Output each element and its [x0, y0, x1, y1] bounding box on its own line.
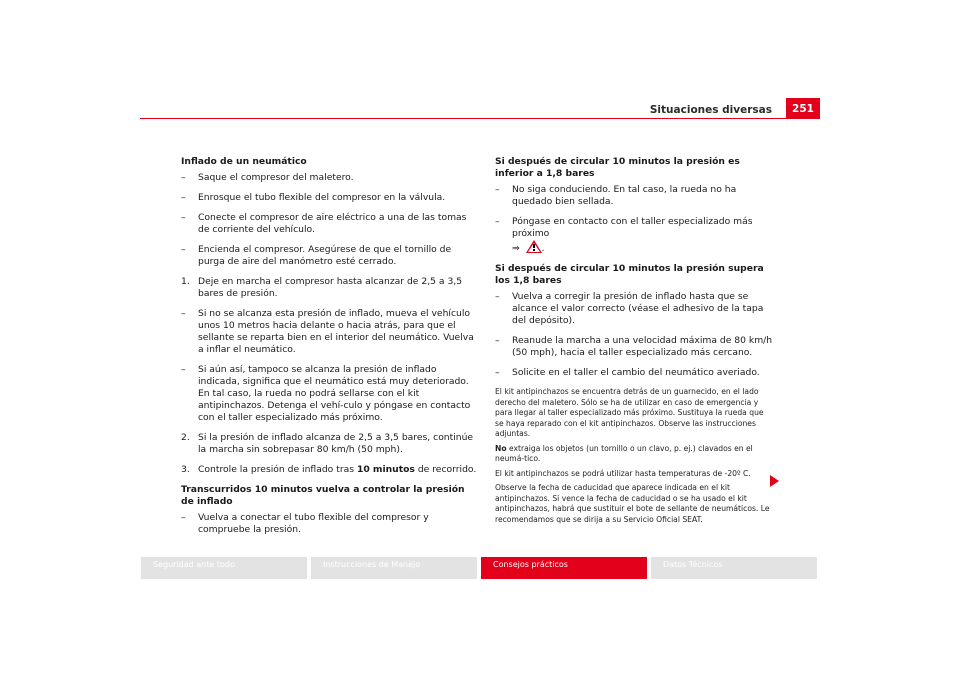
list-item	[181, 364, 477, 424]
section-title: Situaciones diversas	[649, 104, 772, 116]
list-item-text: Si la presión de inflado alcanza de 2,5 a 3,5 bares, continúe la marcha sin sobrepasar 80 km/h (50 mph).	[198, 432, 474, 455]
list-item-text: Si aún así, tampoco se alcanza la presión de inflado indicada, significa que el neumático está muy deteriorado. En tal caso, la rueda no podrá sellarse con el kit antipinchazos. Detenga el vehí-culo y póngase en contacto con el taller especializado más próximo.	[198, 364, 471, 423]
step-3	[181, 464, 477, 476]
note-no-extraiga	[495, 444, 773, 465]
list-marker: –	[181, 512, 186, 523]
list-item-text: Deje en marcha el compresor hasta alcanzar de 2,5 a 3,5 bares de presión.	[198, 276, 463, 299]
list-marker: –	[181, 244, 186, 255]
right-column	[495, 156, 773, 529]
heading-transcurridos: Transcurridos 10 minutos vuelva a controlar la presión de inflado	[181, 484, 465, 507]
list-item	[181, 172, 477, 184]
list-item	[181, 192, 477, 204]
list-marker: 1.	[181, 276, 190, 287]
list-item-text: No siga conduciendo. En tal caso, la rueda no ha quedado bien sellada.	[512, 184, 737, 207]
presion-supera-steps	[495, 291, 773, 379]
list-item-text: Reanude la marcha a una velocidad máxima de 80 km/h (50 mph), hacia el taller especializado más cercano.	[512, 335, 773, 358]
list-marker: –	[181, 192, 186, 203]
list-marker: –	[181, 308, 186, 319]
list-marker: –	[495, 291, 500, 302]
note-lead: No	[495, 443, 507, 453]
note-text: extraiga los objetos (un tornillo o un clavo, p. ej.) clavados en el neumá-tico.	[495, 443, 753, 463]
note-expiry: Observe la fecha de caducidad que aparece indicada en el kit antipinchazos. Si vence la fecha de caducidad o se ha usado el kit antipinchazos, habrá que sustituir el bote de sellante de neumáticos. Le recomendamos que se dirija a su Servicio Oficial SEAT.	[495, 483, 770, 524]
tab-datos-tecnicos[interactable]: Datos Técnicos	[651, 557, 817, 579]
list-item	[181, 244, 477, 268]
warning-triangle-icon[interactable]	[526, 240, 542, 253]
next-page-arrow-icon[interactable]	[770, 475, 779, 487]
list-item-text: Vuelva a corregir la presión de inflado hasta que se alcance el valor correcto (véase el adhesivo de la tapa del depósito).	[512, 291, 764, 326]
list-item-text: Enrosque el tubo flexible del compresor en la válvula.	[198, 192, 446, 203]
list-marker: 2.	[181, 432, 190, 443]
left-column	[181, 156, 477, 544]
tab-instrucciones[interactable]: Instrucciones de Manejo	[311, 557, 477, 579]
step-3-text-pre: Controle la presión de inflado tras	[198, 464, 357, 475]
heading-presion-inferior: Si después de circular 10 minutos la presión es inferior a 1,8 bares	[495, 156, 740, 179]
footer-tabs	[141, 557, 821, 579]
list-item	[495, 291, 773, 327]
list-item-text: Conecte el compresor de aire eléctrico a una de las tomas de corriente del vehículo.	[198, 212, 467, 235]
list-item	[181, 276, 477, 300]
list-item-text: Encienda el compresor. Asegúrese de que el tornillo de purga de aire del manómetro esté cerrado.	[198, 244, 452, 267]
step-3-text-bold: 10 minutos	[356, 464, 415, 475]
list-marker: –	[495, 367, 500, 378]
step-3-text-post: de recorrido.	[414, 464, 477, 475]
list-item-text: Si no se alcanza esta presión de inflado, mueva el vehículo unos 10 metros hacia delante o hacia atrás, para que el sellante se reparta bien en el interior del neumático. Vuelva a inflar el neumático.	[198, 308, 474, 355]
note-temperature: El kit antipinchazos se podrá utilizar hasta temperaturas de -20º C.	[495, 468, 751, 478]
list-marker: –	[495, 184, 500, 195]
list-item-text: Solicite en el taller el cambio del neumático averiado.	[512, 367, 760, 378]
list-item-end: .	[541, 243, 545, 254]
list-item	[181, 308, 477, 356]
list-marker: –	[181, 212, 186, 223]
step-marker: 3.	[181, 464, 190, 475]
list-item	[181, 512, 477, 536]
list-marker: –	[181, 364, 186, 375]
list-item	[495, 335, 773, 359]
heading-inflado: Inflado de un neumático	[181, 156, 307, 167]
list-item-text: Póngase en contacto con el taller especializado más próximo	[512, 216, 753, 239]
list-item	[181, 432, 477, 456]
list-marker: –	[181, 172, 186, 183]
header-rule	[140, 118, 820, 119]
list-item	[495, 367, 773, 379]
reference-arrow: ⇒	[512, 243, 520, 254]
list-item-text: Vuelva a conectar el tubo flexible del compresor y compruebe la presión.	[198, 512, 429, 535]
list-item-text: Saque el compresor del maletero.	[198, 172, 354, 183]
inflado-steps	[181, 172, 477, 456]
list-item	[495, 184, 773, 208]
list-marker: –	[495, 216, 500, 227]
transcurridos-steps	[181, 512, 477, 536]
note-kit-location: El kit antipinchazos se encuentra detrás de un guarnecido, en el lado derecho del maletero. Sólo se ha de utilizar en caso de emergencia y para llegar al taller especializado más próximo. Sustituya la rueda que se haya reparado con el kit antipinchazos. Observe las instrucciones adjuntas.	[495, 387, 764, 438]
list-item	[181, 212, 477, 236]
tab-consejos[interactable]: Consejos prácticos	[481, 557, 647, 579]
page-number: 251	[786, 98, 820, 118]
list-item	[495, 216, 773, 255]
tab-seguridad[interactable]: Seguridad ante todo	[141, 557, 307, 579]
heading-presion-supera: Si después de circular 10 minutos la presión supera los 1,8 bares	[495, 263, 764, 286]
list-marker: –	[495, 335, 500, 346]
